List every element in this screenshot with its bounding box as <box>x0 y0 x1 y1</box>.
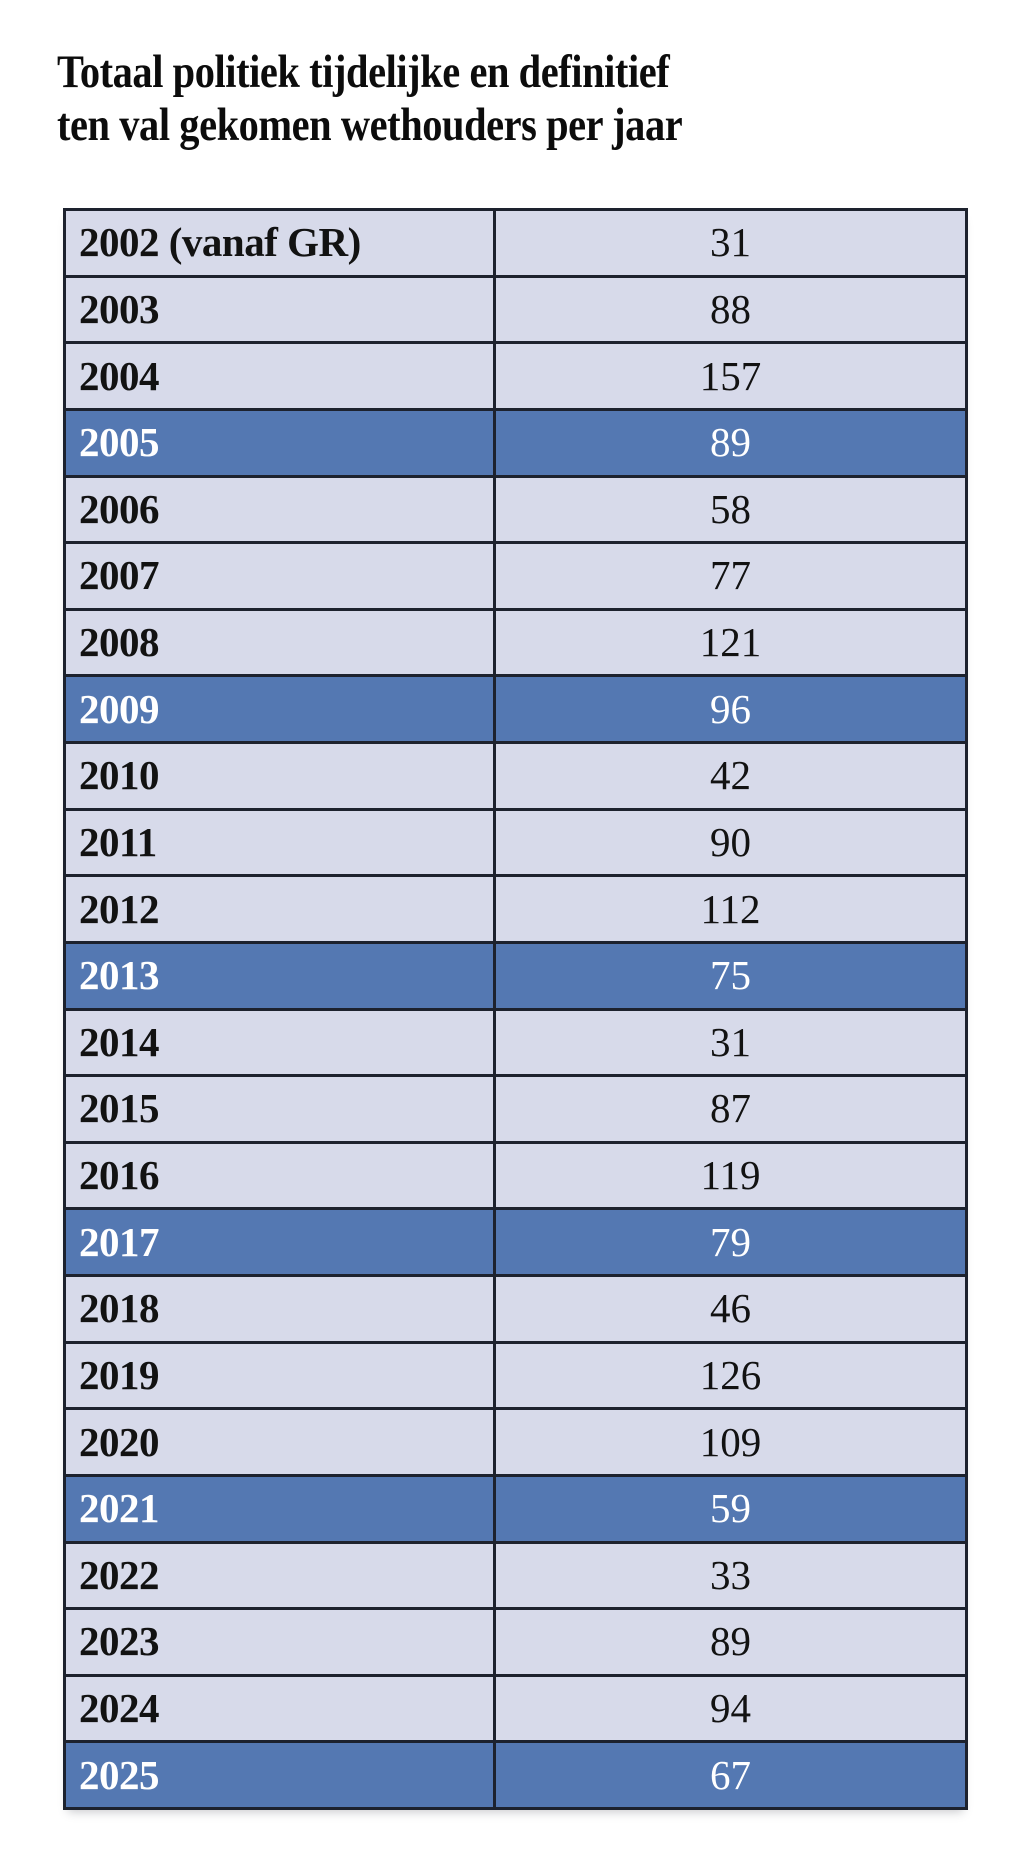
year-cell: 2015 <box>66 1077 496 1141</box>
chart-title <box>57 46 784 152</box>
table-row <box>66 677 965 744</box>
value-cell: 119 <box>700 1152 761 1199</box>
year-cell: 2011 <box>66 811 496 875</box>
table-row <box>66 1743 965 1807</box>
table-row <box>66 1544 965 1611</box>
table-row <box>66 811 965 878</box>
year-cell: 2023 <box>66 1610 496 1674</box>
table-row <box>66 1410 965 1477</box>
value-cell: 67 <box>710 1751 751 1798</box>
value-cell: 46 <box>710 1285 751 1332</box>
year-cell: 2019 <box>66 1344 496 1408</box>
table-row <box>66 877 965 944</box>
table-row <box>66 944 965 1011</box>
value-cell: 79 <box>710 1218 751 1265</box>
table-row <box>66 478 965 545</box>
value-cell: 157 <box>699 352 762 399</box>
table-row <box>66 611 965 678</box>
year-cell: 2016 <box>66 1144 496 1208</box>
table-row <box>66 211 965 278</box>
year-cell: 2004 <box>66 344 496 408</box>
year-cell: 2025 <box>66 1743 496 1807</box>
table-row <box>66 344 965 411</box>
table-row <box>66 1477 965 1544</box>
chart-title-line-2: ten val gekomen wethouders per jaar <box>57 99 683 151</box>
value-cell: 89 <box>710 419 751 466</box>
value-cell: 31 <box>710 219 751 266</box>
table-row <box>66 411 965 478</box>
value-cell: 112 <box>700 885 761 932</box>
value-cell: 88 <box>710 285 751 332</box>
value-cell: 109 <box>699 1418 762 1465</box>
value-cell: 90 <box>710 818 751 865</box>
year-cell: 2007 <box>66 544 496 608</box>
year-cell: 2024 <box>66 1677 496 1741</box>
value-cell: 87 <box>710 1085 751 1132</box>
year-cell: 2008 <box>66 611 496 675</box>
table-row <box>66 1210 965 1277</box>
year-cell: 2014 <box>66 1011 496 1075</box>
chart-title-line-1: Totaal politiek tijdelijke en definitief <box>57 46 670 98</box>
value-cell: 75 <box>710 952 751 999</box>
value-cell: 89 <box>710 1618 751 1665</box>
value-cell: 31 <box>710 1018 751 1065</box>
value-cell: 126 <box>699 1351 762 1398</box>
table-row <box>66 1610 965 1677</box>
year-cell: 2003 <box>66 278 496 342</box>
value-cell: 121 <box>699 619 762 666</box>
table-row <box>66 744 965 811</box>
year-cell: 2018 <box>66 1277 496 1341</box>
value-cell: 42 <box>710 752 751 799</box>
table-row <box>66 1077 965 1144</box>
year-cell: 2002 (vanaf GR) <box>66 211 496 275</box>
data-table <box>63 208 968 1810</box>
table-row <box>66 1344 965 1411</box>
year-cell: 2013 <box>66 944 496 1008</box>
table-row <box>66 544 965 611</box>
year-cell: 2006 <box>66 478 496 542</box>
year-cell: 2021 <box>66 1477 496 1541</box>
value-cell: 96 <box>710 685 751 732</box>
value-cell: 58 <box>710 485 751 532</box>
table-row <box>66 1144 965 1211</box>
year-cell: 2017 <box>66 1210 496 1274</box>
year-cell: 2009 <box>66 677 496 741</box>
value-cell: 77 <box>710 552 751 599</box>
value-cell: 94 <box>710 1685 751 1732</box>
value-cell: 59 <box>710 1485 751 1532</box>
table-row <box>66 1677 965 1744</box>
year-cell: 2022 <box>66 1544 496 1608</box>
year-cell: 2010 <box>66 744 496 808</box>
table-row <box>66 1277 965 1344</box>
year-cell: 2012 <box>66 877 496 941</box>
year-cell: 2020 <box>66 1410 496 1474</box>
year-cell: 2005 <box>66 411 496 475</box>
table-row <box>66 278 965 345</box>
table-row <box>66 1011 965 1078</box>
value-cell: 33 <box>710 1551 751 1598</box>
